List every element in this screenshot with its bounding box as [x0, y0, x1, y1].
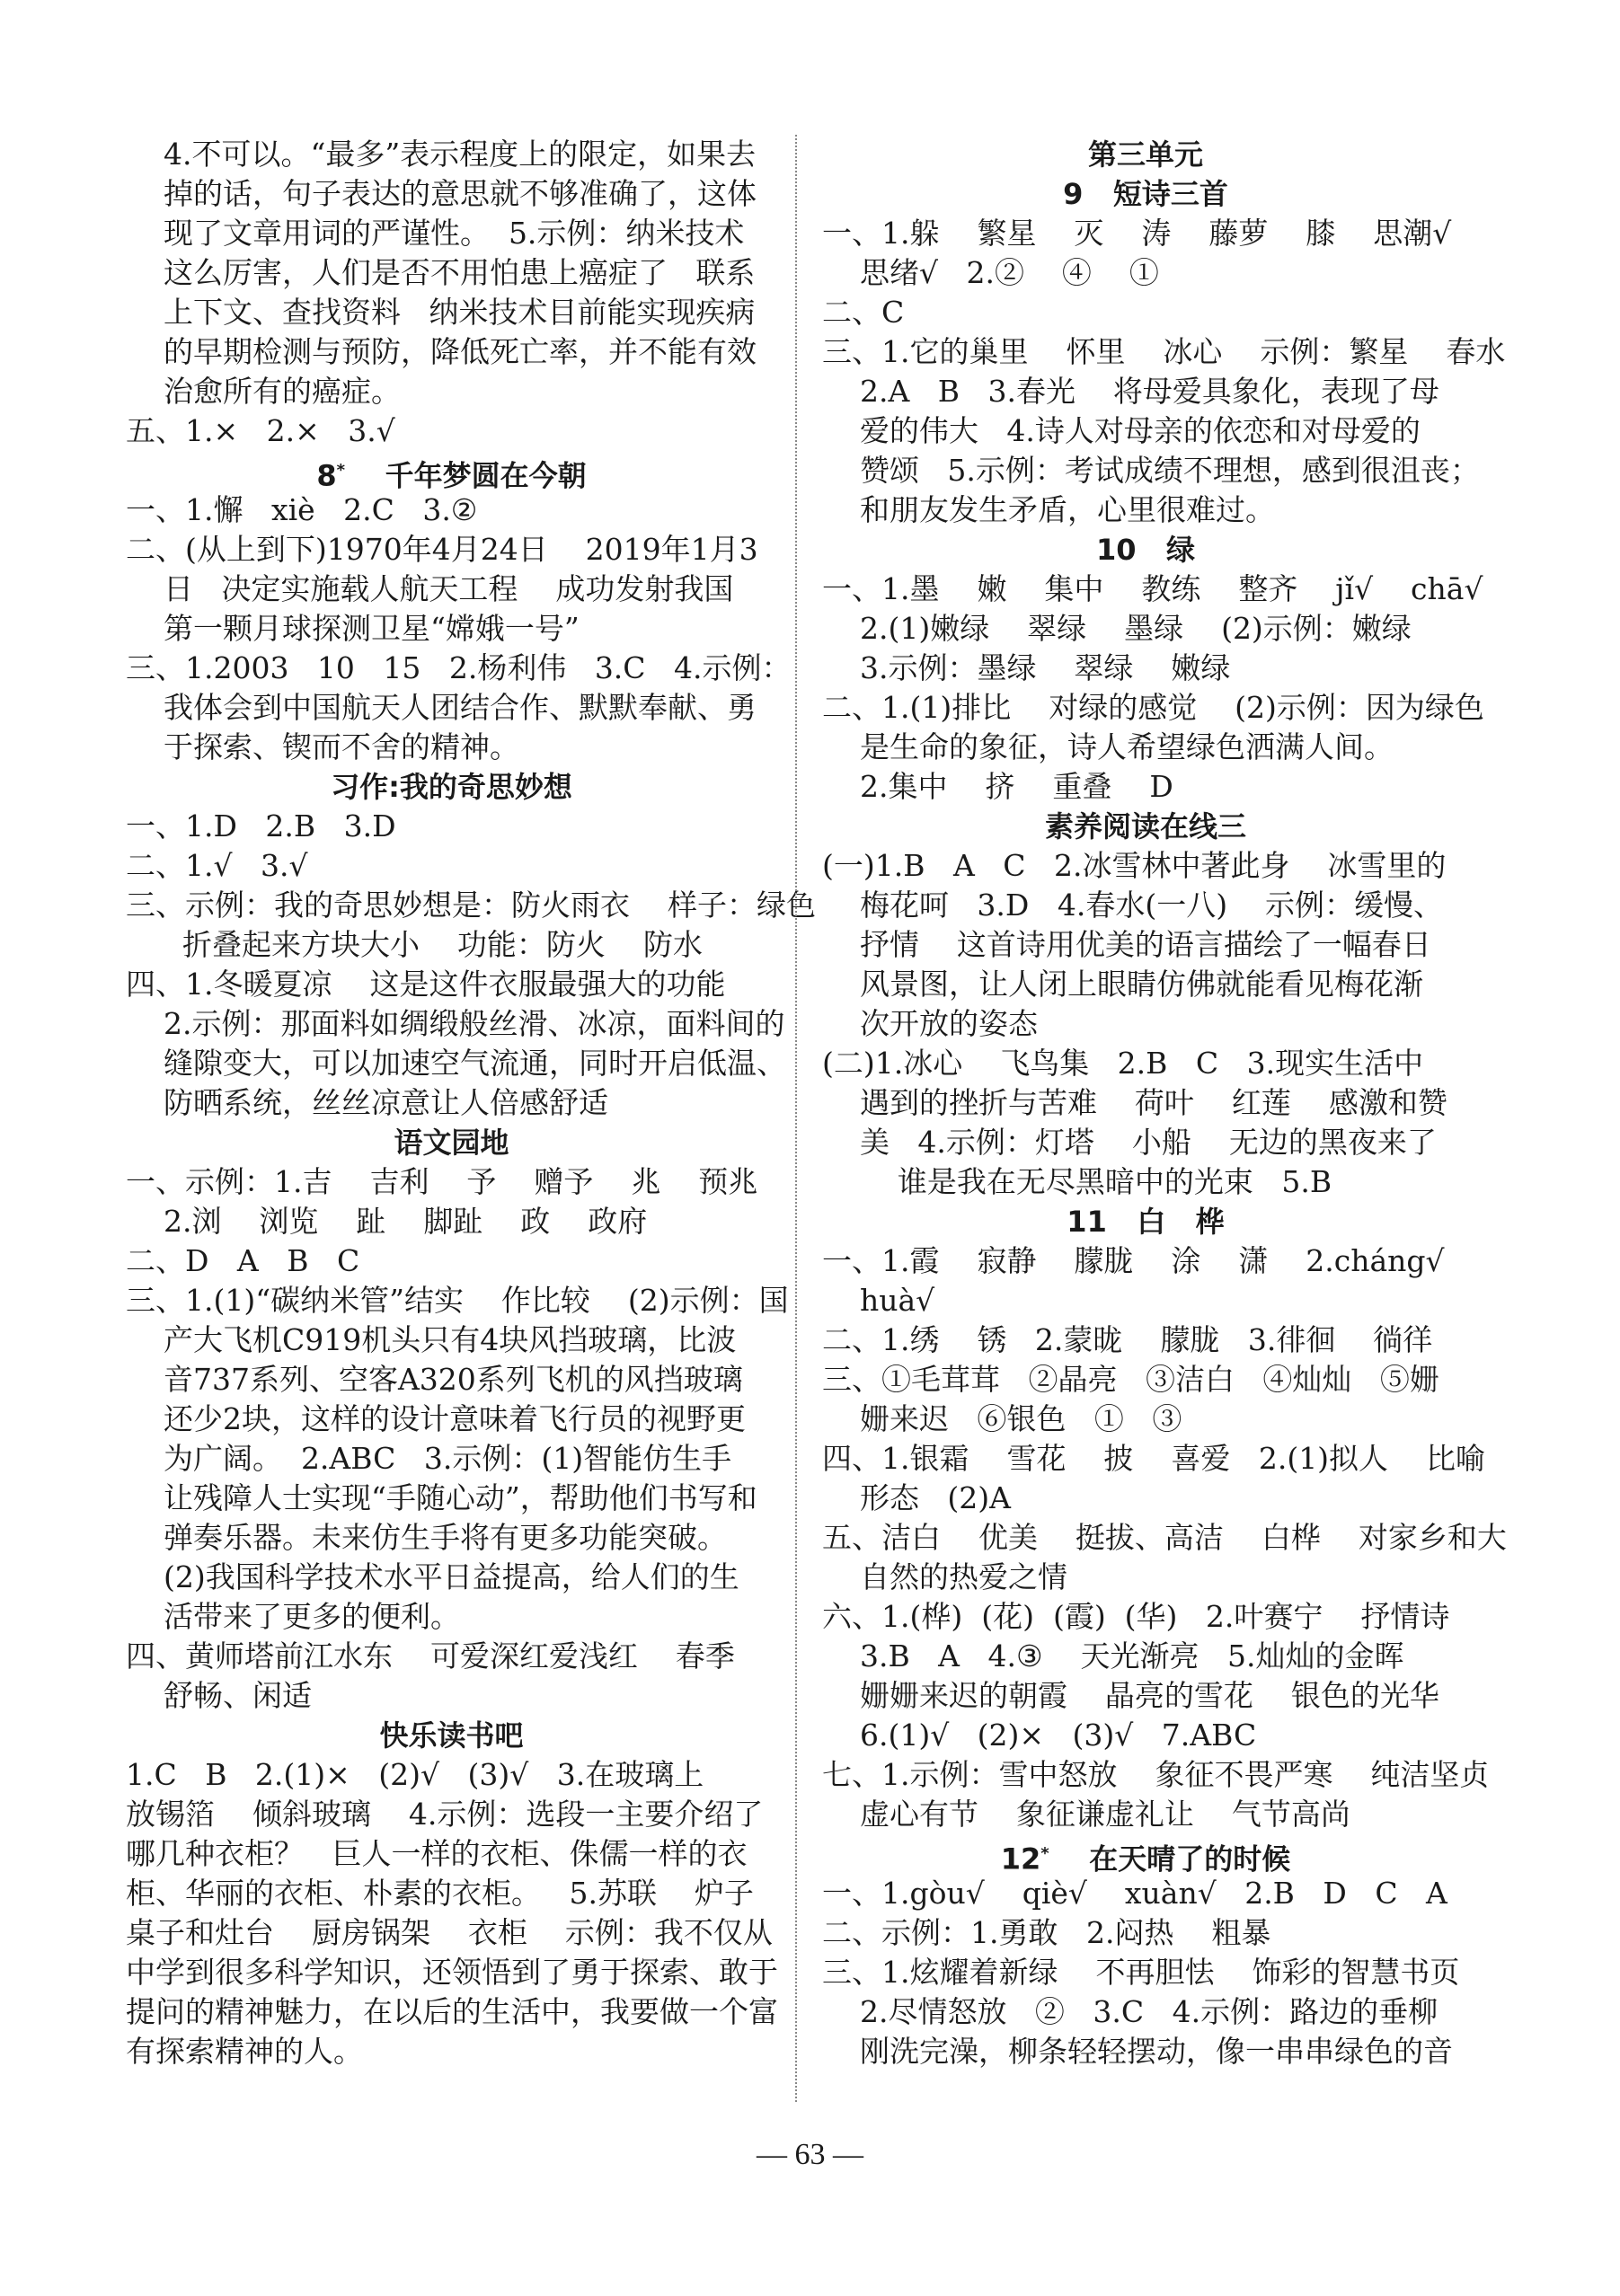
line-text: 四、1.冬暖夏凉 这是这件衣服最强大的功能 — [126, 967, 726, 1002]
line-text: 让残障人士实现“手随心动”，帮助他们书写和 — [126, 1480, 757, 1515]
line-text: 现了文章用词的严谨性。 5.示例：纳米技术 — [126, 216, 745, 251]
answer-line — [822, 1676, 1469, 1716]
answer-line — [822, 1004, 1469, 1044]
line-text: 二、C — [822, 295, 905, 330]
answer-line — [126, 1083, 777, 1123]
answer-line — [822, 1360, 1469, 1400]
line-text: 3.示例：墨绿 翠绿 嫩绿 — [822, 650, 1231, 685]
answer-line — [126, 1400, 777, 1439]
answer-line — [126, 2032, 777, 2071]
answer-line — [822, 965, 1469, 1004]
answer-line — [126, 1044, 786, 1083]
answer-line — [822, 372, 1469, 411]
line-text: 姗姗来迟的朝霞 晶亮的雪花 银色的光华 — [822, 1678, 1439, 1713]
lesson-number: 8 — [316, 458, 337, 493]
optional-lesson-mark: * — [336, 461, 346, 480]
line-text: 二、1.绣 锈 2.蒙昽 朦胧 3.徘徊 徜徉 — [822, 1322, 1433, 1357]
line-text: 2.尽情怒放 ② 3.C 4.示例：路边的垂柳 — [822, 1994, 1439, 2029]
line-text: 三、1.(1)“碳纳米管”结实 作比较 (2)示例：国 — [126, 1283, 789, 1318]
line-text: 二、D A B C — [126, 1243, 360, 1278]
line-text: 9 短诗三首 — [1063, 177, 1228, 211]
answer-line — [822, 767, 1469, 807]
line-text: 梅花呵 3.D 4.春水(一八) 示例：缓慢、 — [822, 887, 1444, 923]
answer-line — [126, 372, 777, 411]
answer-line — [126, 174, 777, 214]
answer-line — [126, 1241, 777, 1281]
line-text: 风景图，让人闭上眼睛仿佛就能看见梅花渐 — [822, 967, 1423, 1002]
answer-line — [126, 649, 792, 688]
answer-line — [126, 1913, 777, 1953]
answer-line — [126, 214, 777, 253]
answer-line — [126, 332, 777, 372]
answer-line — [822, 1123, 1469, 1162]
line-text: 还少2块，这样的设计意味着飞行员的视野更 — [126, 1401, 746, 1436]
answer-line — [126, 1439, 777, 1479]
answer-line — [822, 1558, 1469, 1597]
line-text: 产大飞机C919机头只有4块风挡玻璃，比波 — [126, 1322, 737, 1357]
section-heading — [126, 1716, 777, 1755]
line-text: 一、1.gòu√ qiè√ xuàn√ 2.B D C A — [822, 1876, 1447, 1911]
answer-line — [126, 609, 777, 649]
line-text: 四、1.银霜 雪花 披 喜爱 2.(1)拟人 比喻 — [822, 1441, 1486, 1476]
page-number: — 63 — — [757, 2138, 863, 2171]
line-text: 10 绿 — [1096, 533, 1195, 567]
line-text: 2.A B 3.春光 将母爱具象化，表现了母 — [822, 374, 1439, 409]
line-text: 三、1.它的巢里 怀里 冰心 示例：繁星 春水 — [822, 334, 1506, 369]
section-heading — [126, 1123, 777, 1162]
line-text: 一、1.霞 寂静 朦胧 涂 潇 2.cháng√ — [822, 1243, 1445, 1278]
answer-line — [822, 1439, 1486, 1479]
line-text: 于探索、锲而不舍的精神。 — [126, 729, 519, 764]
section-heading — [822, 174, 1469, 214]
answer-line — [126, 886, 816, 925]
line-text: 五、1.× 2.× 3.√ — [126, 413, 395, 448]
line-text: 美 4.示例：灯塔 小船 无边的黑夜来了 — [822, 1125, 1437, 1160]
answer-line — [126, 1518, 777, 1558]
answer-line — [126, 1597, 777, 1637]
answer-line — [126, 253, 777, 293]
line-text: 三、①毛茸茸 ②晶亮 ③洁白 ④灿灿 ⑤姗 — [822, 1362, 1439, 1397]
answer-line — [822, 1716, 1469, 1755]
answer-line — [822, 1755, 1490, 1795]
line-text: 4.不可以。“最多”表示程度上的限定，如果去 — [126, 137, 757, 172]
answer-line — [126, 1320, 777, 1360]
line-text: 折叠起来方块大小 功能：防火 防水 — [126, 927, 703, 962]
answer-line — [822, 1281, 1469, 1320]
answer-line — [822, 1479, 1469, 1518]
answer-line — [126, 1162, 777, 1202]
line-text: 抒情 这首诗用优美的语言描绘了一幅春日 — [822, 927, 1431, 962]
answer-line — [126, 530, 777, 570]
answer-line — [822, 451, 1480, 490]
line-text: 舒畅、闲适 — [126, 1678, 312, 1713]
line-text: 爱的伟大 4.诗人对母亲的依恋和对母爱的 — [822, 413, 1421, 448]
line-text: 形态 (2)A — [822, 1480, 1012, 1515]
answer-line — [126, 1360, 777, 1400]
answer-line — [126, 688, 777, 728]
section-heading — [822, 135, 1469, 174]
answer-line — [822, 253, 1469, 293]
answer-line — [822, 728, 1469, 767]
answer-line — [822, 490, 1469, 530]
line-text: (二)1.冰心 飞鸟集 2.B C 3.现实生活中 — [822, 1046, 1424, 1081]
answer-line — [822, 1795, 1469, 1834]
answer-line — [822, 1518, 1507, 1558]
line-text: 2.浏 浏览 趾 脚趾 政 政府 — [126, 1204, 648, 1239]
line-text: 次开放的姿态 — [822, 1006, 1038, 1041]
answer-line — [822, 214, 1469, 253]
answer-line — [822, 1320, 1469, 1360]
answer-line — [126, 490, 777, 530]
line-text: 姗来迟 ⑥银色 ① ③ — [822, 1401, 1182, 1436]
line-text: 治愈所有的癌症。 — [126, 374, 401, 409]
answer-line — [822, 332, 1506, 372]
line-text: 素养阅读在线三 — [1044, 809, 1246, 843]
answer-line — [822, 846, 1469, 886]
line-text: 是生命的象征，诗人希望绿色洒满人间。 — [822, 729, 1394, 764]
line-text: 3.B A 4.③ 天光渐亮 5.灿灿的金晖 — [822, 1638, 1404, 1673]
answer-line — [126, 1795, 777, 1834]
section-heading — [126, 451, 777, 493]
line-text: 的早期检测与预防，降低死亡率，并不能有效 — [126, 334, 757, 369]
left-answer-column — [126, 135, 816, 2071]
line-text: 四、黄师塔前江水东 可爱深红爱浅红 春季 — [126, 1638, 735, 1673]
line-text: 第一颗月球探测卫星“嫦娥一号” — [126, 611, 580, 646]
answer-line — [822, 1597, 1469, 1637]
section-heading — [822, 1834, 1469, 1877]
answer-line — [126, 1281, 789, 1320]
line-text: 五、洁白 优美 挺拔、高洁 白桦 对家乡和大 — [822, 1520, 1507, 1555]
answer-line — [126, 1953, 777, 1992]
line-text: 桌子和灶台 厨房锅架 衣柜 示例：我不仅从 — [126, 1915, 773, 1950]
line-text: 有探索精神的人。 — [126, 2034, 363, 2069]
line-text: 上下文、查找资料 纳米技术目前能实现疾病 — [126, 295, 756, 330]
line-text: 活带来了更多的便利。 — [126, 1599, 460, 1634]
answer-line — [822, 1400, 1469, 1439]
optional-lesson-mark: * — [1040, 1844, 1049, 1863]
line-text: 思绪√ 2.② ④ ① — [822, 255, 1159, 290]
line-text: 七、1.示例：雪中怒放 象征不畏严寒 纯洁坚贞 — [822, 1757, 1490, 1792]
answer-line — [822, 1083, 1469, 1123]
line-text: 柜、华丽的衣柜、朴素的衣柜。 5.苏联 炉子 — [126, 1876, 754, 1911]
line-text: 二、1.(1)排比 对绿的感觉 (2)示例：因为绿色 — [822, 690, 1484, 725]
line-text: 2.示例：那面料如绸缎般丝滑、冰凉，面料间的 — [126, 1006, 785, 1041]
line-text: 一、示例：1.吉 吉利 予 赠予 兆 预兆 — [126, 1164, 758, 1199]
line-text: 6.(1)√ (2)× (3)√ 7.ABC — [822, 1718, 1257, 1753]
section-heading — [822, 1202, 1469, 1241]
line-text: 和朋友发生矛盾，心里很难过。 — [822, 492, 1275, 527]
section-heading — [822, 530, 1469, 570]
line-text: 哪几种衣柜？ 巨人一样的衣柜、侏儒一样的衣 — [126, 1836, 748, 1871]
line-text: 赞颂 5.示例：考试成绩不理想，感到很沮丧； — [822, 453, 1480, 488]
line-text: 在天晴了的时候 — [1049, 1841, 1291, 1877]
answer-line — [822, 1044, 1469, 1083]
answer-line — [822, 609, 1469, 649]
line-text: 一、1.D 2.B 3.D — [126, 808, 396, 843]
answer-line — [126, 1558, 777, 1597]
line-text: 一、1.躲 繁星 灭 涛 藤萝 膝 思潮√ — [822, 216, 1452, 251]
answer-line — [822, 1162, 1469, 1202]
line-text: 快乐读书吧 — [379, 1718, 524, 1753]
line-text: 谁是我在无尽黑暗中的光束 5.B — [822, 1164, 1332, 1199]
answer-line — [126, 1676, 777, 1716]
answer-line — [822, 1241, 1469, 1281]
answer-line — [126, 846, 777, 886]
answer-line — [822, 1953, 1469, 1992]
answer-line — [822, 1874, 1469, 1913]
line-text: 第三单元 — [1087, 137, 1203, 172]
line-text: 遇到的挫折与苦难 荷叶 红莲 感激和赞 — [822, 1085, 1447, 1120]
line-text: 二、(从上到下)1970年4月24日 2019年1月3 — [126, 532, 758, 567]
line-text: 三、1.2003 10 15 2.杨利伟 3.C 4.示例： — [126, 650, 792, 685]
line-text: huà√ — [822, 1283, 935, 1318]
section-heading — [822, 807, 1469, 846]
line-text: 日 决定实施载人航天工程 成功发射我国 — [126, 571, 734, 606]
answer-line — [126, 570, 777, 609]
line-text: 自然的热爱之情 — [822, 1559, 1067, 1594]
line-text: 二、1.√ 3.√ — [126, 848, 308, 883]
line-text: 11 白 桦 — [1067, 1205, 1225, 1239]
line-text: (一)1.B A C 2.冰雪林中著此身 冰雪里的 — [822, 848, 1447, 883]
line-text: 放锡箔 倾斜玻璃 4.示例：选段一主要介绍了 — [126, 1797, 764, 1832]
line-text: 这么厉害，人们是否不用怕患上癌症了 联系 — [126, 255, 756, 290]
answer-line — [126, 807, 777, 846]
line-text: 语文园地 — [394, 1126, 509, 1160]
line-text: 六、1.(桦) (花) (霞) (华) 2.叶赛宁 抒情诗 — [822, 1599, 1450, 1634]
line-text: 2.集中 挤 重叠 D — [822, 769, 1173, 804]
line-text: 防晒系统，丝丝凉意让人倍感舒适 — [126, 1085, 608, 1120]
answer-line — [126, 965, 777, 1004]
answer-line — [126, 411, 777, 451]
line-text: 为广阔。 2.ABC 3.示例：(1)智能仿生手 — [126, 1441, 732, 1476]
answer-line — [126, 1637, 777, 1676]
answer-line — [822, 925, 1469, 965]
answer-line — [822, 886, 1469, 925]
line-text: 刚洗完澡，柳条轻轻摆动，像一串串绿色的音 — [822, 2034, 1453, 2069]
line-text: 音737系列、空客A320系列飞机的风挡玻璃 — [126, 1362, 743, 1397]
line-text: 千年梦圆在今朝 — [345, 458, 587, 493]
answer-line — [126, 1755, 777, 1795]
answer-line — [822, 649, 1469, 688]
answer-line — [822, 570, 1483, 609]
line-text: 弹奏乐器。未来仿生手将有更多功能突破。 — [126, 1520, 727, 1555]
line-text: 一、1.墨 嫩 集中 教练 整齐 jǐ√ chā√ — [822, 571, 1483, 606]
line-text: 一、1.懈 xiè 2.C 3.② — [126, 492, 478, 527]
right-answer-column — [822, 135, 1507, 2071]
answer-line — [126, 1834, 777, 1874]
answer-line — [126, 1479, 777, 1518]
answer-line — [822, 688, 1484, 728]
section-heading — [126, 767, 777, 807]
line-text: 掉的话，句子表达的意思就不够准确了，这体 — [126, 176, 757, 211]
answer-line — [822, 1992, 1469, 2032]
line-text: 中学到很多科学知识，还领悟到了勇于探索、敢于 — [126, 1955, 778, 1990]
column-divider — [795, 135, 797, 2102]
lesson-number: 12 — [1000, 1841, 1041, 1877]
answer-line — [822, 2032, 1469, 2071]
answer-line — [126, 728, 777, 767]
answer-line — [126, 1992, 777, 2032]
answer-line — [126, 135, 777, 174]
answer-line — [126, 293, 777, 332]
line-text: 三、1.炫耀着新绿 不再胆怯 饰彩的智慧书页 — [822, 1955, 1460, 1990]
answer-line — [126, 925, 777, 965]
line-text: 提问的精神魅力，在以后的生活中，我要做一个富 — [126, 1994, 778, 2029]
answer-line — [822, 293, 1469, 332]
answer-line — [126, 1004, 785, 1044]
line-text: 习作:我的奇思妙想 — [331, 770, 572, 804]
answer-line — [822, 411, 1469, 451]
line-text: 三、示例：我的奇思妙想是：防火雨衣 样子：绿色 — [126, 887, 816, 923]
answer-line — [126, 1874, 777, 1913]
line-text: 1.C B 2.(1)× (2)√ (3)√ 3.在玻璃上 — [126, 1757, 704, 1792]
line-text: (2)我国科学技术水平日益提高，给人们的生 — [126, 1559, 739, 1594]
answer-line — [126, 1202, 777, 1241]
answer-line — [822, 1913, 1469, 1953]
line-text: 缝隙变大，可以加速空气流通，同时开启低温、 — [126, 1046, 786, 1081]
answer-line — [822, 1637, 1469, 1676]
line-text: 我体会到中国航天人团结合作、默默奉献、勇 — [126, 690, 757, 725]
line-text: 2.(1)嫩绿 翠绿 墨绿 (2)示例：嫩绿 — [822, 611, 1412, 646]
line-text: 二、示例：1.勇敢 2.闷热 粗暴 — [822, 1915, 1271, 1950]
line-text: 虚心有节 象征谦虚礼让 气节高尚 — [822, 1797, 1350, 1832]
